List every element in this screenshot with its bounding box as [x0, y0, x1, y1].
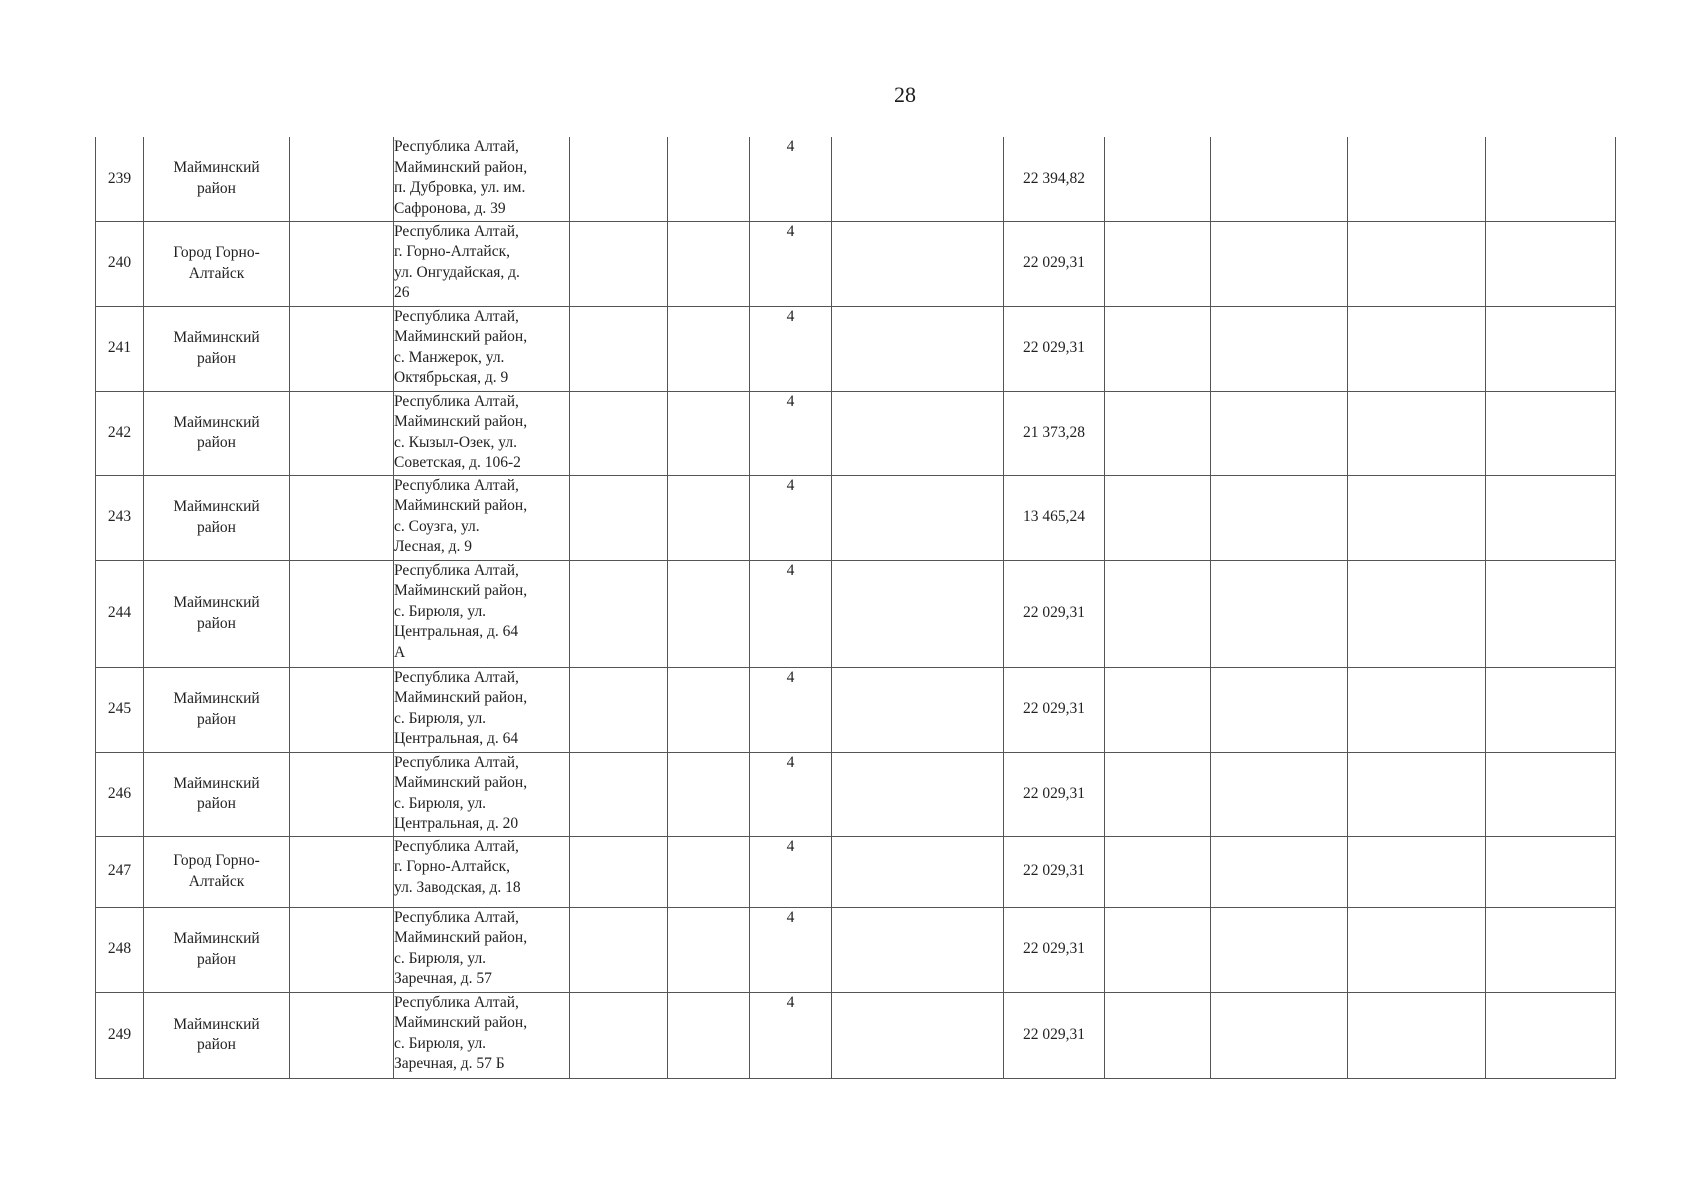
address-line: Майминский район,: [394, 158, 528, 176]
empty-cell: [668, 306, 750, 391]
empty-cell: [290, 306, 394, 391]
empty-cell: [1486, 221, 1616, 306]
page-number: 28: [894, 82, 916, 107]
amount-cell: 22 029,31: [1004, 907, 1105, 992]
address-line: с. Манжерок, ул.: [394, 348, 505, 366]
empty-cell: [1486, 475, 1616, 560]
address-line: Октябрьская, д. 9: [394, 369, 509, 386]
empty-cell: [570, 137, 668, 221]
table-row: [96, 667, 1616, 752]
empty-cell: [290, 560, 394, 667]
empty-cell: [1486, 560, 1616, 667]
address-line: Майминский район,: [394, 582, 528, 599]
table-row: [96, 560, 1616, 667]
empty-cell: [832, 306, 1004, 391]
empty-cell: [1486, 836, 1616, 907]
housing-registry-table: [95, 137, 1616, 1079]
district-line: Майминский: [173, 690, 260, 707]
amount-cell: 22 029,31: [1004, 306, 1105, 391]
empty-cell: [1348, 752, 1486, 836]
empty-cell: [1486, 907, 1616, 992]
amount-cell: 22 029,31: [1004, 221, 1105, 306]
district-cell: [144, 907, 290, 992]
count-cell: 4: [750, 306, 832, 391]
address-line: с. Бирюля, ул.: [394, 794, 487, 812]
district-line: Майминский: [173, 1015, 260, 1033]
row-number: 243: [96, 475, 144, 560]
address-line: с. Бирюля, ул.: [394, 602, 487, 620]
address-line: Республика Алтай,: [394, 392, 519, 410]
address-cell: [394, 306, 570, 391]
empty-cell: [668, 992, 750, 1078]
address-line: с. Кызыл-Озек, ул.: [394, 433, 517, 451]
row-number: 239: [96, 137, 144, 221]
district-cell: [144, 667, 290, 752]
district-line: район: [197, 614, 236, 632]
empty-cell: [570, 306, 668, 391]
empty-cell: [1348, 391, 1486, 475]
amount-cell: 22 029,31: [1004, 752, 1105, 836]
empty-cell: [570, 836, 668, 907]
district-line: Город Горно-: [173, 244, 260, 261]
amount-cell: 22 394,82: [1004, 137, 1105, 221]
empty-cell: [832, 907, 1004, 992]
empty-cell: [1211, 992, 1348, 1078]
row-number: 241: [96, 306, 144, 391]
empty-cell: [570, 560, 668, 667]
address-line: г. Горно-Алтайск,: [394, 858, 511, 875]
empty-cell: [1211, 667, 1348, 752]
empty-cell: [1348, 475, 1486, 560]
empty-cell: [668, 836, 750, 907]
address-line: с. Бирюля, ул.: [394, 949, 487, 967]
address-cell: [394, 667, 570, 752]
district-line: район: [197, 795, 236, 812]
empty-cell: [1105, 137, 1211, 221]
district-line: Майминский: [173, 159, 260, 177]
address-cell: [394, 560, 570, 667]
empty-cell: [832, 137, 1004, 221]
empty-cell: [570, 992, 668, 1078]
empty-cell: [1211, 391, 1348, 475]
address-line: Центральная, д. 64: [394, 730, 519, 747]
empty-cell: [570, 221, 668, 306]
empty-cell: [1348, 667, 1486, 752]
address-line: Республика Алтай,: [394, 307, 519, 325]
address-line: Майминский район,: [394, 497, 528, 514]
table-row: [96, 752, 1616, 836]
address-line: Республика Алтай,: [394, 222, 519, 240]
district-line: Майминский: [173, 413, 260, 431]
empty-cell: [668, 137, 750, 221]
address-line: Заречная, д. 57 Б: [394, 1055, 505, 1072]
district-cell: [144, 391, 290, 475]
empty-cell: [570, 907, 668, 992]
district-line: Майминский: [173, 329, 260, 346]
empty-cell: [1105, 752, 1211, 836]
empty-cell: [1348, 836, 1486, 907]
address-line: г. Горно-Алтайск,: [394, 243, 511, 260]
address-line: Республика Алтай,: [394, 476, 519, 494]
registry-body: [96, 137, 1616, 1078]
address-cell: [394, 221, 570, 306]
count-cell: 4: [750, 836, 832, 907]
row-number: 248: [96, 907, 144, 992]
table-row: [96, 475, 1616, 560]
district-cell: [144, 752, 290, 836]
district-line: Майминский: [173, 774, 260, 792]
empty-cell: [290, 667, 394, 752]
count-cell: 4: [750, 137, 832, 221]
empty-cell: [1211, 475, 1348, 560]
address-cell: [394, 907, 570, 992]
empty-cell: [1348, 137, 1486, 221]
table-row: [96, 306, 1616, 391]
empty-cell: [1348, 907, 1486, 992]
district-cell: [144, 475, 290, 560]
address-line: с. Бирюля, ул.: [394, 709, 487, 727]
empty-cell: [1105, 306, 1211, 391]
empty-cell: [570, 752, 668, 836]
address-line: Республика Алтай,: [394, 138, 519, 155]
amount-cell: 13 465,24: [1004, 475, 1105, 560]
address-line: Советская, д. 106-2: [394, 454, 521, 471]
address-line: Майминский район,: [394, 774, 528, 791]
empty-cell: [1105, 836, 1211, 907]
empty-cell: [570, 667, 668, 752]
row-number: 246: [96, 752, 144, 836]
district-cell: [144, 836, 290, 907]
amount-cell: 22 029,31: [1004, 667, 1105, 752]
empty-cell: [1211, 306, 1348, 391]
empty-cell: [668, 221, 750, 306]
district-line: район: [197, 950, 236, 968]
address-line: Майминский район,: [394, 689, 528, 706]
empty-cell: [832, 752, 1004, 836]
district-line: район: [197, 179, 236, 197]
district-line: Майминский: [173, 594, 260, 611]
address-line: ул. Онгудайская, д.: [394, 263, 520, 281]
table-row: [96, 836, 1616, 907]
empty-cell: [290, 992, 394, 1078]
address-cell: [394, 137, 570, 221]
empty-cell: [1486, 137, 1616, 221]
address-line: Заречная, д. 57: [394, 970, 492, 987]
address-line: с. Бирюля, ул.: [394, 1034, 487, 1052]
address-line: Республика Алтай,: [394, 561, 519, 579]
address-line: Сафронова, д. 39: [394, 199, 506, 217]
empty-cell: [1105, 992, 1211, 1078]
row-number: 245: [96, 667, 144, 752]
count-cell: 4: [750, 221, 832, 306]
district-line: Майминский: [173, 498, 260, 515]
address-cell: [394, 992, 570, 1078]
district-line: район: [197, 710, 236, 728]
empty-cell: [832, 221, 1004, 306]
count-cell: 4: [750, 752, 832, 836]
count-cell: 4: [750, 667, 832, 752]
address-line: п. Дубровка, ул. им.: [394, 179, 526, 196]
empty-cell: [1486, 992, 1616, 1078]
district-cell: [144, 560, 290, 667]
empty-cell: [290, 752, 394, 836]
empty-cell: [290, 137, 394, 221]
empty-cell: [668, 667, 750, 752]
address-line: Республика Алтай,: [394, 753, 519, 771]
empty-cell: [1486, 752, 1616, 836]
empty-cell: [290, 907, 394, 992]
empty-cell: [832, 836, 1004, 907]
address-cell: [394, 836, 570, 907]
empty-cell: [1486, 306, 1616, 391]
address-line: Республика Алтай,: [394, 668, 519, 686]
empty-cell: [1105, 667, 1211, 752]
district-line: Город Горно-: [173, 852, 260, 869]
empty-cell: [570, 475, 668, 560]
empty-cell: [1211, 137, 1348, 221]
empty-cell: [1348, 306, 1486, 391]
empty-cell: [1211, 221, 1348, 306]
count-cell: 4: [750, 992, 832, 1078]
district-line: район: [197, 349, 236, 367]
count-cell: 4: [750, 475, 832, 560]
district-cell: [144, 137, 290, 221]
empty-cell: [832, 560, 1004, 667]
row-number: 242: [96, 391, 144, 475]
amount-cell: 22 029,31: [1004, 560, 1105, 667]
address-line: Майминский район,: [394, 1014, 528, 1031]
table-row: [96, 391, 1616, 475]
empty-cell: [1211, 752, 1348, 836]
district-cell: [144, 306, 290, 391]
district-line: район: [197, 434, 236, 451]
address-line: 26: [394, 284, 410, 301]
empty-cell: [290, 475, 394, 560]
address-line: Центральная, д. 20: [394, 815, 519, 832]
address-line: Центральная, д. 64: [394, 623, 519, 640]
empty-cell: [1348, 560, 1486, 667]
count-cell: 4: [750, 560, 832, 667]
empty-cell: [1486, 391, 1616, 475]
empty-cell: [290, 836, 394, 907]
empty-cell: [1105, 391, 1211, 475]
district-line: район: [197, 518, 236, 536]
district-line: Майминский: [173, 930, 260, 947]
empty-cell: [1211, 907, 1348, 992]
address-cell: [394, 391, 570, 475]
empty-cell: [1211, 836, 1348, 907]
amount-cell: 21 373,28: [1004, 391, 1105, 475]
empty-cell: [668, 391, 750, 475]
address-line: Лесная, д. 9: [394, 538, 472, 555]
empty-cell: [668, 475, 750, 560]
table-row: [96, 992, 1616, 1078]
row-number: 240: [96, 221, 144, 306]
address-line: Республика Алтай,: [394, 993, 519, 1011]
address-line: Майминский район,: [394, 328, 528, 345]
empty-cell: [668, 560, 750, 667]
district-line: Алтайск: [188, 872, 245, 890]
count-cell: 4: [750, 907, 832, 992]
amount-cell: 22 029,31: [1004, 836, 1105, 907]
empty-cell: [1105, 560, 1211, 667]
address-line: А: [394, 643, 406, 661]
empty-cell: [832, 667, 1004, 752]
amount-cell: 22 029,31: [1004, 992, 1105, 1078]
empty-cell: [290, 221, 394, 306]
district-cell: [144, 992, 290, 1078]
address-cell: [394, 475, 570, 560]
empty-cell: [1486, 667, 1616, 752]
district-line: Алтайск: [188, 264, 245, 282]
row-number: 249: [96, 992, 144, 1078]
empty-cell: [1348, 992, 1486, 1078]
address-line: с. Соузга, ул.: [394, 517, 480, 535]
district-line: район: [197, 1036, 236, 1053]
empty-cell: [832, 475, 1004, 560]
empty-cell: [1105, 221, 1211, 306]
table-row: [96, 221, 1616, 306]
empty-cell: [1105, 907, 1211, 992]
address-line: Республика Алтай,: [394, 837, 519, 855]
empty-cell: [1348, 221, 1486, 306]
empty-cell: [570, 391, 668, 475]
district-cell: [144, 221, 290, 306]
row-number: 244: [96, 560, 144, 667]
count-cell: 4: [750, 391, 832, 475]
empty-cell: [1211, 560, 1348, 667]
table-row: [96, 137, 1616, 221]
address-line: Майминский район,: [394, 413, 528, 430]
table-row: [96, 907, 1616, 992]
empty-cell: [1105, 475, 1211, 560]
address-line: ул. Заводская, д. 18: [394, 878, 521, 896]
address-line: Республика Алтай,: [394, 908, 519, 926]
address-cell: [394, 752, 570, 836]
empty-cell: [290, 391, 394, 475]
row-number: 247: [96, 836, 144, 907]
empty-cell: [668, 752, 750, 836]
empty-cell: [832, 391, 1004, 475]
address-line: Майминский район,: [394, 929, 528, 946]
empty-cell: [668, 907, 750, 992]
empty-cell: [832, 992, 1004, 1078]
